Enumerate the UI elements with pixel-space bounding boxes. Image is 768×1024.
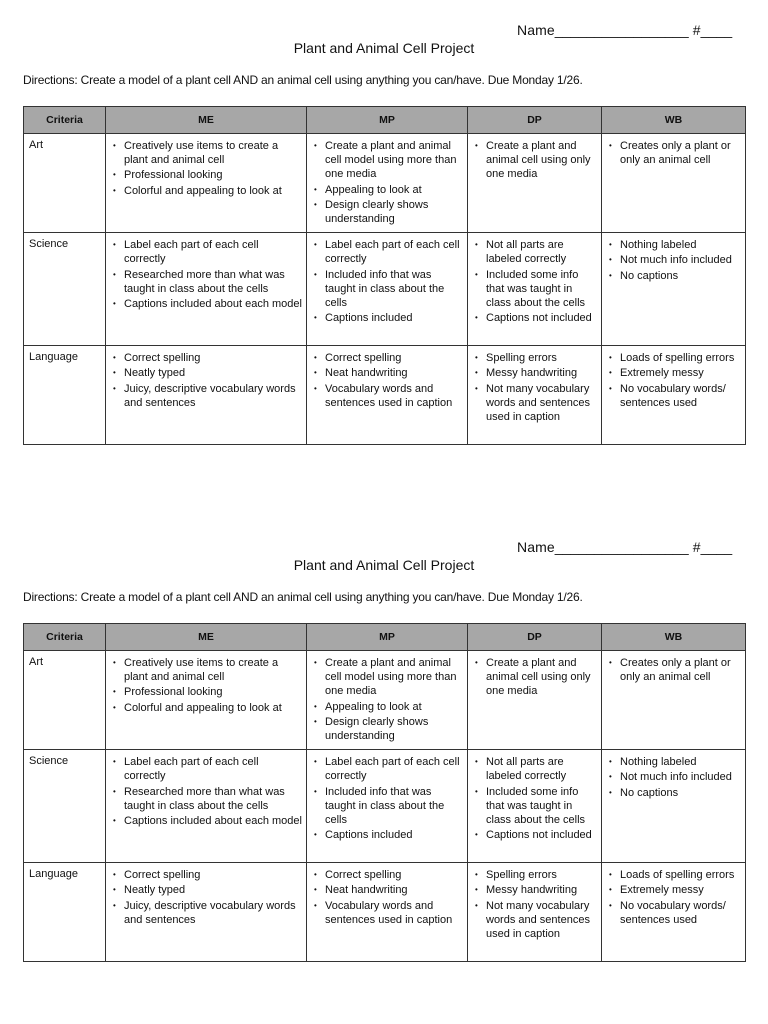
list-item: • Not all parts are labeled correctly <box>473 238 597 266</box>
column-header: MP <box>307 107 468 134</box>
table-cell <box>307 863 468 962</box>
table-cell <box>602 346 746 445</box>
list-item: • Messy handwriting <box>473 366 597 380</box>
list-item: • Create a plant and animal cell model using more than one media <box>312 139 463 182</box>
table-cell <box>106 651 307 750</box>
table-cell <box>106 346 307 445</box>
table-cell <box>468 651 602 750</box>
table-cell <box>106 134 307 233</box>
table-cell <box>602 863 746 962</box>
list-item: • Captions not included <box>473 828 597 842</box>
list-item: • Juicy, descriptive vocabulary words and sentences <box>111 899 302 927</box>
table-cell <box>307 750 468 863</box>
list-item: • Loads of spelling errors <box>607 868 741 882</box>
list-item: • Vocabulary words and sentences used in caption <box>312 382 463 410</box>
criteria-label: Art <box>24 651 106 750</box>
list-item: • No captions <box>607 786 741 800</box>
page-title: Plant and Animal Cell Project <box>293 40 475 56</box>
list-item: • Create a plant and animal cell using only one media <box>473 656 597 699</box>
list-item: • Researched more than what was taught in class about the cells <box>111 268 302 296</box>
list-item: • Neat handwriting <box>312 366 463 380</box>
list-item: • Creates only a plant or only an animal cell <box>607 656 741 684</box>
table-header-row <box>24 107 746 134</box>
list-item: • Professional looking <box>111 685 302 699</box>
list-item: • Nothing labeled <box>607 238 741 252</box>
table-cell <box>602 651 746 750</box>
list-item: • Label each part of each cell correctly <box>312 755 463 783</box>
table-row <box>24 651 746 750</box>
list-item: • Label each part of each cell correctly <box>111 238 302 266</box>
column-header: ME <box>106 624 307 651</box>
column-header: ME <box>106 107 307 134</box>
table-cell <box>468 134 602 233</box>
table-cell <box>106 750 307 863</box>
column-header: Criteria <box>24 624 106 651</box>
list-item: • Messy handwriting <box>473 883 597 897</box>
list-item: • Captions included about each model <box>111 297 302 311</box>
table-cell <box>602 750 746 863</box>
table-cell <box>468 233 602 346</box>
name-number-line: Name_________________ #____ <box>517 539 733 555</box>
column-header: Criteria <box>24 107 106 134</box>
table-cell <box>307 651 468 750</box>
list-item: • Colorful and appealing to look at <box>111 184 302 198</box>
list-item: • Included some info that was taught in class about the cells <box>473 785 597 828</box>
rubric-table <box>23 623 746 962</box>
list-item: • Juicy, descriptive vocabulary words and sentences <box>111 382 302 410</box>
list-item: • Creatively use items to create a plant and animal cell <box>111 656 302 684</box>
table-cell <box>468 346 602 445</box>
list-item: • Extremely messy <box>607 366 741 380</box>
list-item: • Captions included <box>312 828 463 842</box>
list-item: • Extremely messy <box>607 883 741 897</box>
table-row <box>24 346 746 445</box>
list-item: • Appealing to look at <box>312 700 463 714</box>
table-row <box>24 863 746 962</box>
list-item: • Correct spelling <box>312 868 463 882</box>
list-item: • Creates only a plant or only an animal cell <box>607 139 741 167</box>
list-item: • Not many vocabulary words and sentences used in caption <box>473 899 597 942</box>
list-item: • No vocabulary words/ sentences used <box>607 899 741 927</box>
list-item: • Correct spelling <box>111 868 302 882</box>
column-header: WB <box>602 107 746 134</box>
table-cell <box>307 134 468 233</box>
list-item: • Label each part of each cell correctly <box>312 238 463 266</box>
table-cell <box>468 750 602 863</box>
table-cell <box>602 134 746 233</box>
list-item: • Design clearly shows understanding <box>312 198 463 226</box>
list-item: • Not many vocabulary words and sentences used in caption <box>473 382 597 425</box>
list-item: • Professional looking <box>111 168 302 182</box>
list-item: • Vocabulary words and sentences used in caption <box>312 899 463 927</box>
column-header: MP <box>307 624 468 651</box>
list-item: • Label each part of each cell correctly <box>111 755 302 783</box>
list-item: • Create a plant and animal cell model using more than one media <box>312 656 463 699</box>
name-number-line: Name_________________ #____ <box>517 22 733 38</box>
list-item: • Included info that was taught in class about the cells <box>312 785 463 828</box>
list-item: • Not much info included <box>607 253 741 267</box>
criteria-label: Language <box>24 863 106 962</box>
table-cell <box>106 863 307 962</box>
list-item: • Included info that was taught in class about the cells <box>312 268 463 311</box>
table-cell <box>307 346 468 445</box>
column-header: DP <box>468 624 602 651</box>
list-item: • No captions <box>607 269 741 283</box>
criteria-label: Art <box>24 134 106 233</box>
page-title: Plant and Animal Cell Project <box>293 557 475 573</box>
column-header: DP <box>468 107 602 134</box>
column-header: WB <box>602 624 746 651</box>
list-item: • Captions included <box>312 311 463 325</box>
table-row <box>24 750 746 863</box>
table-cell <box>307 233 468 346</box>
list-item: • Loads of spelling errors <box>607 351 741 365</box>
list-item: • Included some info that was taught in class about the cells <box>473 268 597 311</box>
list-item: • Captions included about each model <box>111 814 302 828</box>
list-item: • Correct spelling <box>312 351 463 365</box>
list-item: • Neat handwriting <box>312 883 463 897</box>
list-item: • Creatively use items to create a plant and animal cell <box>111 139 302 167</box>
list-item: • Not much info included <box>607 770 741 784</box>
table-header-row <box>24 624 746 651</box>
list-item: • Researched more than what was taught in class about the cells <box>111 785 302 813</box>
list-item: • No vocabulary words/ sentences used <box>607 382 741 410</box>
list-item: • Neatly typed <box>111 366 302 380</box>
list-item: • Spelling errors <box>473 351 597 365</box>
table-cell <box>602 233 746 346</box>
list-item: • Colorful and appealing to look at <box>111 701 302 715</box>
criteria-label: Science <box>24 750 106 863</box>
list-item: • Nothing labeled <box>607 755 741 769</box>
criteria-label: Science <box>24 233 106 346</box>
directions-text: Directions: Create a model of a plant cell AND an animal cell using anything you can/have. Due Monday 1/26. <box>23 73 583 87</box>
list-item: • Design clearly shows understanding <box>312 715 463 743</box>
table-row <box>24 134 746 233</box>
table-cell <box>106 233 307 346</box>
criteria-label: Language <box>24 346 106 445</box>
table-cell <box>468 863 602 962</box>
list-item: • Appealing to look at <box>312 183 463 197</box>
list-item: • Spelling errors <box>473 868 597 882</box>
directions-text: Directions: Create a model of a plant cell AND an animal cell using anything you can/have. Due Monday 1/26. <box>23 590 583 604</box>
rubric-table <box>23 106 746 445</box>
list-item: • Not all parts are labeled correctly <box>473 755 597 783</box>
table-row <box>24 233 746 346</box>
list-item: • Captions not included <box>473 311 597 325</box>
list-item: • Create a plant and animal cell using only one media <box>473 139 597 182</box>
list-item: • Neatly typed <box>111 883 302 897</box>
list-item: • Correct spelling <box>111 351 302 365</box>
